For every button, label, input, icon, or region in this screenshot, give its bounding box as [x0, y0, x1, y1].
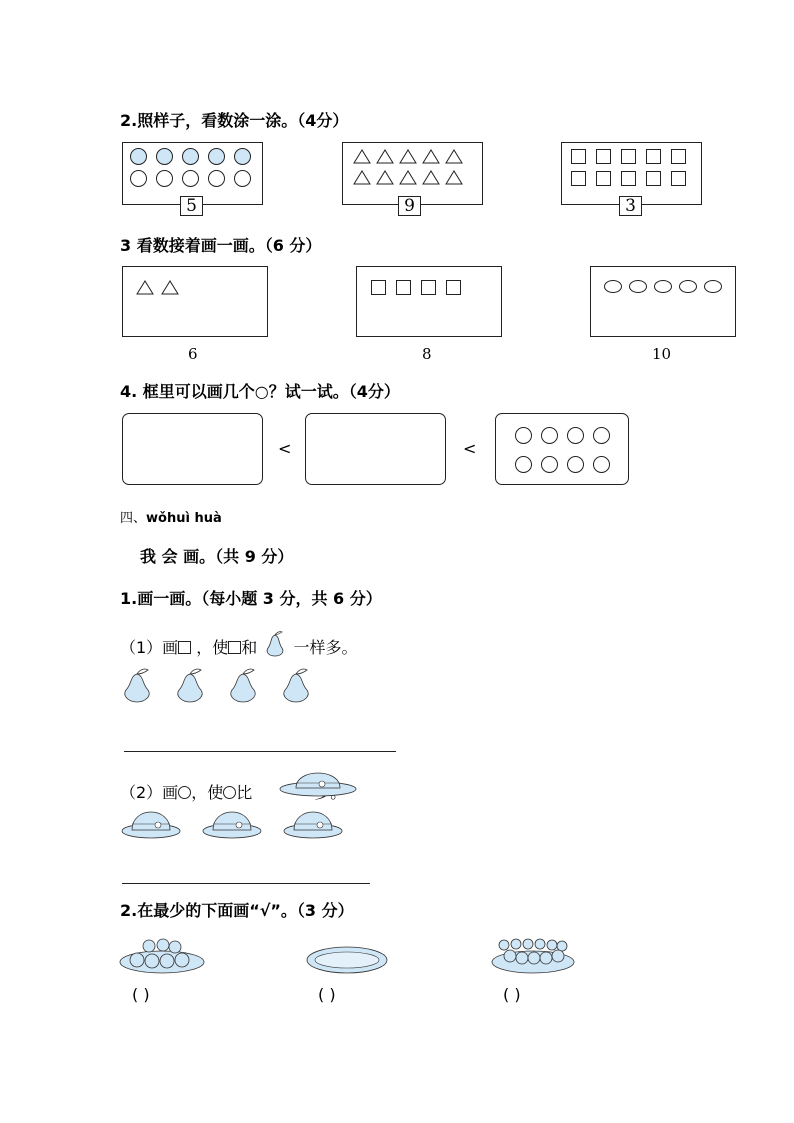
hat-icon — [278, 762, 358, 798]
p1-title: 1.画一画。（每小题 3 分，共 6 分） — [120, 589, 382, 608]
less-than: < — [278, 439, 292, 458]
square — [646, 171, 661, 186]
circle — [654, 280, 672, 293]
q4-title: 4. 框里可以画几个○？试一试。（4分） — [120, 382, 400, 401]
circle — [679, 280, 697, 293]
p2-title: 2.在最少的下面画“√”。（3 分） — [120, 901, 354, 920]
circle — [208, 170, 225, 187]
triangles — [353, 148, 473, 188]
square — [446, 280, 461, 295]
empty-frame[interactable] — [122, 413, 263, 485]
circle — [156, 170, 173, 187]
pear-row — [120, 664, 320, 706]
plate-with-apples-icon — [490, 934, 576, 976]
circle — [593, 427, 610, 444]
hat-icon — [284, 812, 342, 838]
circle — [515, 456, 532, 473]
q3-title: 3 看数接着画一画。（6 分） — [120, 236, 322, 255]
square — [646, 149, 661, 164]
hat-icon — [203, 812, 261, 838]
square — [671, 149, 686, 164]
draw-box-squares[interactable] — [356, 266, 502, 337]
circle — [567, 427, 584, 444]
circle — [234, 170, 251, 187]
answer-line[interactable] — [124, 751, 396, 752]
square — [571, 149, 586, 164]
circle-icon — [178, 786, 191, 799]
square-icon — [228, 641, 241, 654]
filled-circle — [182, 148, 199, 165]
q2-title: 2.照样子，看数涂一涂。（4分） — [120, 111, 349, 130]
draw-box-triangles[interactable] — [122, 266, 268, 337]
circle — [604, 280, 622, 293]
hat-row — [120, 802, 370, 842]
plate-with-apples-icon — [119, 934, 209, 976]
square — [596, 149, 611, 164]
square — [371, 280, 386, 295]
circle — [130, 170, 147, 187]
pinyin: wǒhuì huà — [146, 511, 222, 526]
answer-paren[interactable]: ( ) — [318, 985, 336, 1004]
filled-circle — [234, 148, 251, 165]
square — [421, 280, 436, 295]
square — [671, 171, 686, 186]
square — [396, 280, 411, 295]
filled-circle — [208, 148, 225, 165]
circle — [541, 427, 558, 444]
sub1-instruction: （1）画 ，使 和 一样多。 — [120, 631, 358, 658]
square — [596, 171, 611, 186]
answer-line[interactable] — [122, 883, 370, 884]
number-box: 5 — [180, 196, 203, 216]
section-number: 四、 — [120, 511, 147, 526]
pear-icon — [178, 669, 202, 702]
filled-circle — [130, 148, 147, 165]
circle-icon — [223, 786, 236, 799]
hat-icon — [122, 812, 180, 838]
answer-paren[interactable]: ( ) — [132, 985, 150, 1004]
pear-icon — [231, 669, 255, 702]
pear-icon — [264, 631, 286, 657]
eight-circle-frame — [495, 413, 629, 485]
square — [621, 149, 636, 164]
section-heading — [120, 507, 222, 526]
circle — [182, 170, 199, 187]
less-than: < — [463, 439, 477, 458]
circle — [541, 456, 558, 473]
square — [621, 171, 636, 186]
count-label: 10 — [652, 345, 672, 363]
count-label: 6 — [188, 345, 198, 363]
circle — [629, 280, 647, 293]
circle — [567, 456, 584, 473]
square-icon — [178, 641, 191, 654]
number-box: 3 — [619, 196, 642, 216]
empty-plate-icon — [305, 944, 389, 976]
draw-box-circles[interactable] — [590, 266, 736, 337]
sub2-instruction: （2）画 ，使 比 — [120, 783, 253, 802]
circle — [704, 280, 722, 293]
pear-icon — [125, 669, 149, 702]
empty-frame[interactable] — [305, 413, 446, 485]
circle — [593, 456, 610, 473]
number-box: 9 — [398, 196, 421, 216]
answer-paren[interactable]: ( ) — [503, 985, 521, 1004]
square — [571, 171, 586, 186]
triangles — [136, 279, 186, 297]
count-label: 8 — [422, 345, 432, 363]
section-title: 我 会 画。（共 9 分） — [140, 547, 294, 566]
pear-icon — [284, 669, 308, 702]
circle — [515, 427, 532, 444]
filled-circle — [156, 148, 173, 165]
